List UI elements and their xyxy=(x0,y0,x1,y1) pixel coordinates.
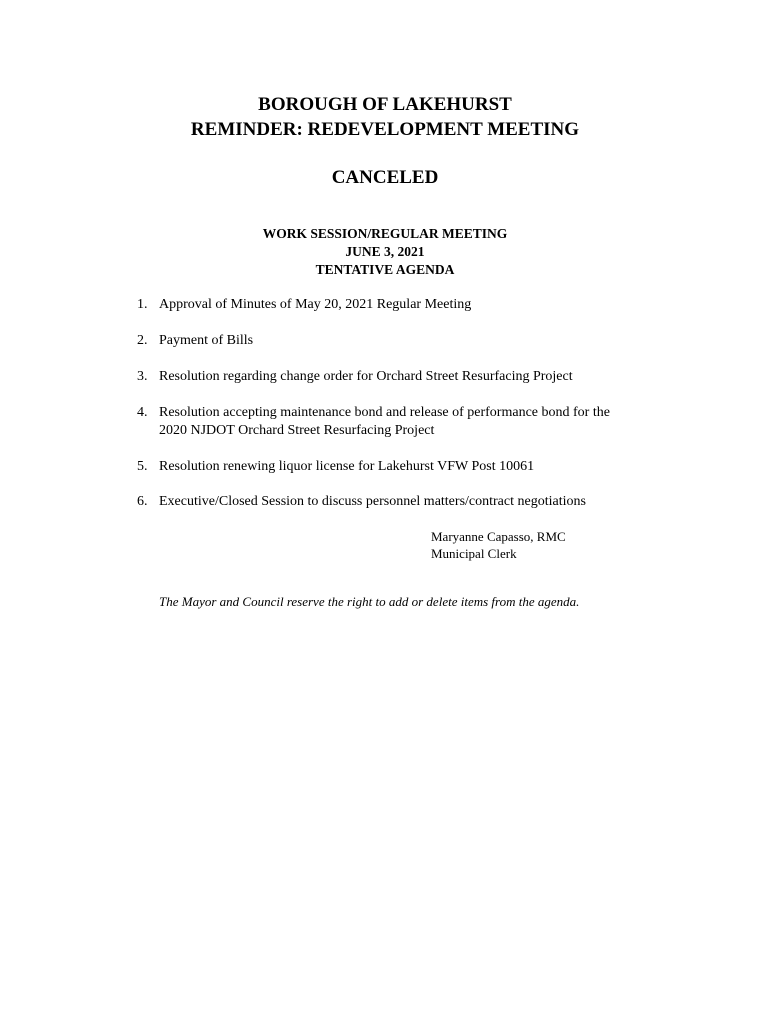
agenda-item-number: 3. xyxy=(137,369,148,384)
clerk-signature-block xyxy=(431,528,566,562)
agenda-disclaimer: The Mayor and Council reserve the right to add or delete items from the agenda. xyxy=(159,594,580,609)
agenda-item-number: 1. xyxy=(137,297,148,312)
borough-title: BOROUGH OF LAKEHURST xyxy=(258,94,512,115)
agenda-item-text: Executive/Closed Session to discuss personnel matters/contract negotiations xyxy=(159,494,586,509)
clerk-name: Maryanne Capasso, RMC xyxy=(431,529,566,544)
reminder-heading: REMINDER: REDEVELOPMENT MEETING xyxy=(190,119,580,140)
agenda-item-number: 5. xyxy=(137,459,148,474)
agenda-item-text-line-2: 2020 NJDOT Orchard Street Resurfacing Project xyxy=(159,423,435,438)
agenda-item-text: Resolution renewing liquor license for Lakehurst VFW Post 10061 xyxy=(159,459,535,474)
clerk-title: Municipal Clerk xyxy=(431,546,517,561)
meeting-type: WORK SESSION/REGULAR MEETING xyxy=(262,226,508,241)
agenda-title: TENTATIVE AGENDA xyxy=(315,262,455,277)
agenda-item-number: 6. xyxy=(137,494,148,509)
meeting-date: JUNE 3, 2021 xyxy=(345,244,425,259)
agenda-item-text xyxy=(159,404,659,440)
canceled-notice: CANCELED xyxy=(331,167,439,188)
agenda-item-text: Payment of Bills xyxy=(159,333,254,348)
agenda-item-text: Resolution regarding change order for Orchard Street Resurfacing Project xyxy=(159,369,573,384)
agenda-item-text-line-1: Resolution accepting maintenance bond and release of performance bond for the xyxy=(159,405,610,420)
agenda-item-text: Approval of Minutes of May 20, 2021 Regular Meeting xyxy=(159,297,472,312)
agenda-item-number: 4. xyxy=(137,405,148,420)
agenda-item-number: 2. xyxy=(137,333,148,348)
